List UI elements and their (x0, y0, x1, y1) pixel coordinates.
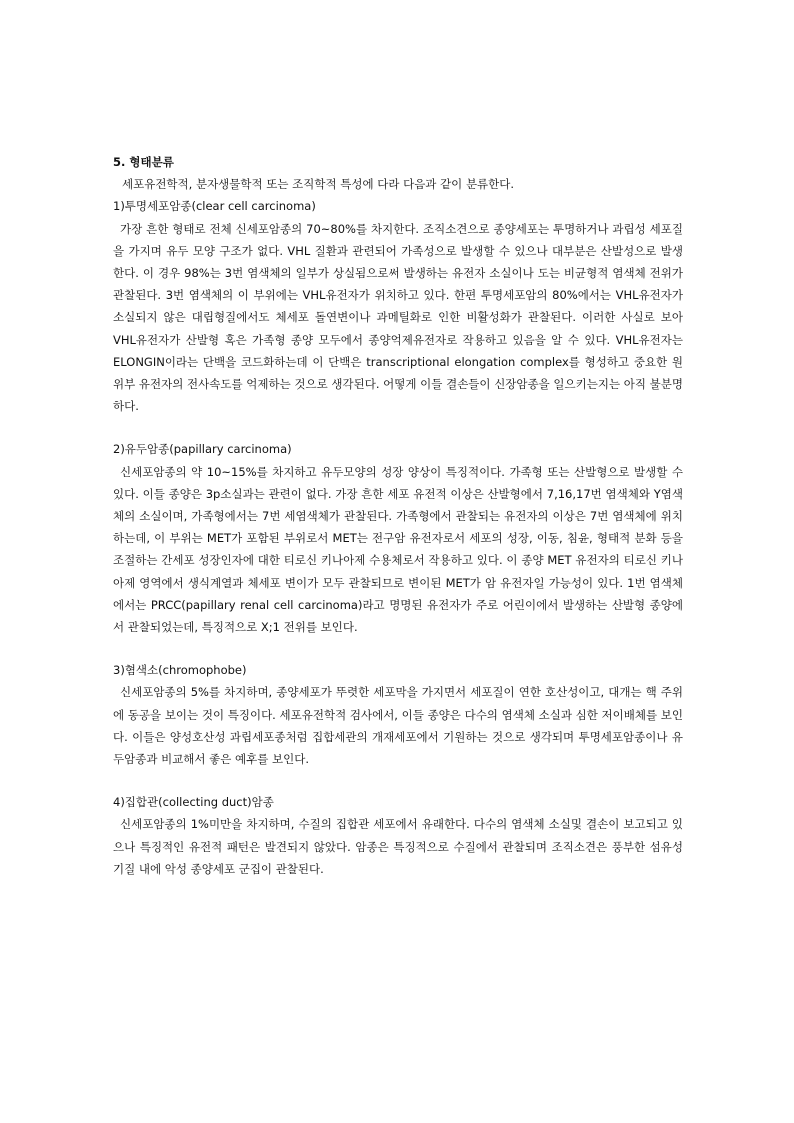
subsection-title: 1)투명세포암종(clear cell carcinoma) (113, 199, 316, 214)
subsection-body: 가장 흔한 형태로 전체 신세포암종의 70~80%를 차지한다. 조직소견으로 종양세포는 투명하거나 과립성 세포질을 가지며 유두 모양 구조가 없다. VHL 질환과 관련되어 가족성으로 발생할 수 있으나 대부분은 산발성으로 발생한다. 이 경우 98%는 3번 염색체의 일부가 상실됨으로써 발생하는 유전자 소실이나 도는 비균형적 염색체 전위가 관찰된다. 3번 염색체의 이 부위에는 VHL유전자가 위치하고 있다. 한편 투명세포암의 80%에서는 VHL유전자가 소실되지 않은 대립형질에서도 체세포 돌연변이나 과메틸화로 인한 비활성화가 관찰된다. 이러한 사실로 보아 VHL유전자가 산발형 혹은 가족형 종양 모두에서 종양억제유전자로 작용하고 있음을 알 수 있다. VHL유전자는 ELONGIN이라는 단백을 코드화하는데 이 단백은 transcriptional elongation complex를 형성하고 중요한 원위부 유전자의 전사속도를 억제하는 것으로 생각된다. 어떻게 이들 결손들이 신장암종을 일으키는지는 아직 불분명하다. (113, 221, 683, 414)
subsection-body: 신세포암종의 약 10~15%를 차지하고 유두모양의 성장 양상이 특징적이다. 가족형 또는 산발형으로 발생할 수 있다. 이들 종양은 3p소실과는 관련이 없다. 가장 흔한 세포 유전적 이상은 산발형에서 7,16,17번 염색체와 Y염색체의 소실이며, 가족형에서는 7번 세염색체가 관찰된다. 가족형에서 관찰되는 유전자의 이상은 7번 염색체에 위치하는데, 이 부위는 MET가 포함된 부위로서 MET는 전구암 유전자로서 세포의 성장, 이동, 침윤, 형태적 분화 등을 조절하는 간세포 성장인자에 대한 티로신 키나아제 수용체로서 작용하고 있다. 이 종양 MET 유전자의 티로신 키나아제 영역에서 생식계열과 체세포 변이가 모두 관찰되므로 변이된 MET가 암 유전자일 가능성이 있다. 1번 염색체에서는 PRCC(papillary renal cell carcinoma)라고 명명된 유전자가 주로 어린이에서 발생하는 산발형 종양에서 관찰되었는데, 특징적으로 X;1 전위를 보인다. (113, 464, 683, 635)
document-page (113, 151, 683, 901)
section-collecting-duct (113, 791, 683, 880)
section-heading: 5. 형태분류 (113, 155, 174, 169)
section-chromophobe (113, 659, 683, 770)
section-papillary (113, 438, 683, 638)
subsection-body: 신세포암종의 1%미만을 차지하며, 수질의 집합관 세포에서 유래한다. 다수의 염색체 소실및 결손이 보고되고 있으나 특징적인 유전적 패턴은 발견되지 않았다. 암종은 특징적으로 수질에서 관찰되며 조직소견은 풍부한 섬유성 기질 내에 악성 종양세포 군집이 관찰된다. (113, 817, 683, 876)
subsection-body: 신세포암종의 5%를 차지하며, 종양세포가 뚜렷한 세포막을 가지면서 세포질이 연한 호산성이고, 대개는 핵 주위에 동공을 보이는 것이 특징이다. 세포유전학적 검사에서, 이들 종양은 다수의 염색체 소실과 심한 저이배체를 보인다. 이들은 양성호산성 과립세포종처럼 집합세관의 개재세포에서 기원하는 것으로 생각되며 투명세포암종이나 유두암종과 비교해서 좋은 예후를 보인다. (113, 685, 683, 767)
subsection-title: 4)집합관(collecting duct)암종 (113, 795, 274, 810)
subsection-title: 3)혐색소(chromophobe) (113, 663, 247, 678)
section-clear-cell (113, 195, 683, 417)
subsection-title: 2)유두암종(papillary carcinoma) (113, 442, 292, 457)
intro-paragraph: 세포유전학적, 분자생물학적 또는 조직학적 특성에 다라 다음과 같이 분류한다. (122, 177, 515, 192)
